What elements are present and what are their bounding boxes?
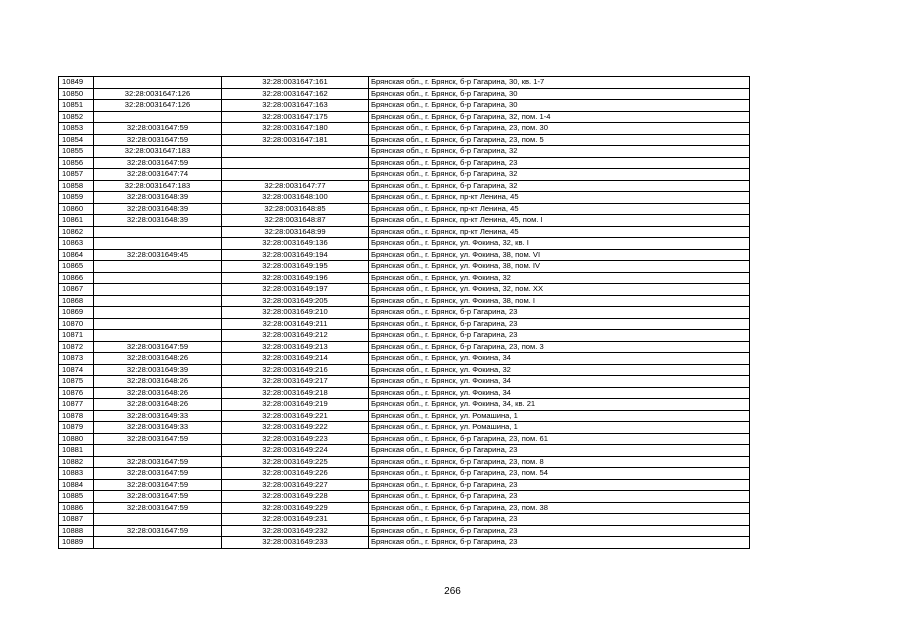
cadastral-number-cell: 32:28:0031649:226	[222, 468, 369, 480]
address-cell: Брянская обл., г. Брянск, ул. Фокина, 32	[369, 364, 750, 376]
cadastral-number-cell: 32:28:0031647:161	[222, 77, 369, 89]
row-number-cell: 10880	[59, 433, 94, 445]
address-cell: Брянская обл., г. Брянск, ул. Фокина, 34	[369, 353, 750, 365]
parcel-number-cell: 32:28:0031647:59	[94, 525, 222, 537]
address-cell: Брянская обл., г. Брянск, б-р Гагарина, 23	[369, 157, 750, 169]
table-row	[59, 341, 750, 353]
parcel-number-cell	[94, 272, 222, 284]
parcel-number-cell: 32:28:0031649:45	[94, 249, 222, 261]
table-row	[59, 146, 750, 158]
cadastral-number-cell: 32:28:0031647:162	[222, 88, 369, 100]
row-number-cell: 10854	[59, 134, 94, 146]
address-cell: Брянская обл., г. Брянск, пр-кт Ленина, 45, пом. I	[369, 215, 750, 227]
table-row	[59, 111, 750, 123]
address-cell: Брянская обл., г. Брянск, пр-кт Ленина, 45	[369, 226, 750, 238]
cadastral-number-cell: 32:28:0031649:228	[222, 491, 369, 503]
table-row	[59, 445, 750, 457]
row-number-cell: 10850	[59, 88, 94, 100]
cadastral-number-cell: 32:28:0031647:181	[222, 134, 369, 146]
address-cell: Брянская обл., г. Брянск, пр-кт Ленина, 45	[369, 203, 750, 215]
table-row	[59, 410, 750, 422]
address-cell: Брянская обл., г. Брянск, пр-кт Ленина, 45	[369, 192, 750, 204]
parcel-number-cell	[94, 514, 222, 526]
parcel-number-cell: 32:28:0031649:39	[94, 364, 222, 376]
row-number-cell: 10878	[59, 410, 94, 422]
table-row	[59, 100, 750, 112]
table-row	[59, 272, 750, 284]
cadastral-number-cell: 32:28:0031649:221	[222, 410, 369, 422]
table-row	[59, 376, 750, 388]
address-cell: Брянская обл., г. Брянск, ул. Фокина, 38, пом. VI	[369, 249, 750, 261]
cadastral-number-cell: 32:28:0031649:213	[222, 341, 369, 353]
parcel-number-cell	[94, 330, 222, 342]
address-cell: Брянская обл., г. Брянск, ул. Фокина, 38, пом. IV	[369, 261, 750, 273]
row-number-cell: 10864	[59, 249, 94, 261]
cadastral-number-cell: 32:28:0031649:225	[222, 456, 369, 468]
table-row	[59, 134, 750, 146]
table-row	[59, 479, 750, 491]
table-row	[59, 456, 750, 468]
table-row	[59, 203, 750, 215]
table-row	[59, 364, 750, 376]
table-row	[59, 353, 750, 365]
cadastral-number-cell: 32:28:0031649:224	[222, 445, 369, 457]
parcel-number-cell: 32:28:0031647:59	[94, 123, 222, 135]
row-number-cell: 10853	[59, 123, 94, 135]
cadastral-number-cell: 32:28:0031647:163	[222, 100, 369, 112]
table-row	[59, 502, 750, 514]
cadastral-number-cell: 32:28:0031648:85	[222, 203, 369, 215]
parcel-number-cell	[94, 537, 222, 549]
row-number-cell: 10869	[59, 307, 94, 319]
address-cell: Брянская обл., г. Брянск, б-р Гагарина, 23	[369, 514, 750, 526]
address-cell: Брянская обл., г. Брянск, б-р Гагарина, 30, кв. 1-7	[369, 77, 750, 89]
table-row	[59, 433, 750, 445]
parcel-number-cell	[94, 307, 222, 319]
row-number-cell: 10861	[59, 215, 94, 227]
parcel-number-cell: 32:28:0031647:126	[94, 100, 222, 112]
table-row	[59, 88, 750, 100]
cadastral-number-cell: 32:28:0031649:212	[222, 330, 369, 342]
parcel-number-cell	[94, 318, 222, 330]
address-cell: Брянская обл., г. Брянск, ул. Ромашина, 1	[369, 410, 750, 422]
cadastral-number-cell: 32:28:0031649:232	[222, 525, 369, 537]
address-cell: Брянская обл., г. Брянск, б-р Гагарина, 23, пом. 5	[369, 134, 750, 146]
parcel-number-cell	[94, 111, 222, 123]
parcel-number-cell: 32:28:0031647:59	[94, 134, 222, 146]
page-number: 266	[444, 586, 461, 597]
cadastral-number-cell: 32:28:0031649:205	[222, 295, 369, 307]
row-number-cell: 10866	[59, 272, 94, 284]
cadastral-number-cell: 32:28:0031649:219	[222, 399, 369, 411]
address-cell: Брянская обл., г. Брянск, б-р Гагарина, 23	[369, 491, 750, 503]
row-number-cell: 10885	[59, 491, 94, 503]
cadastral-number-cell	[222, 157, 369, 169]
table-row	[59, 491, 750, 503]
address-cell: Брянская обл., г. Брянск, б-р Гагарина, 30	[369, 88, 750, 100]
parcel-number-cell	[94, 226, 222, 238]
row-number-cell: 10889	[59, 537, 94, 549]
row-number-cell: 10888	[59, 525, 94, 537]
table-row	[59, 215, 750, 227]
parcel-number-cell: 32:28:0031648:39	[94, 215, 222, 227]
parcel-number-cell: 32:28:0031649:33	[94, 410, 222, 422]
table-row	[59, 525, 750, 537]
address-cell: Брянская обл., г. Брянск, ул. Фокина, 34	[369, 387, 750, 399]
row-number-cell: 10875	[59, 376, 94, 388]
row-number-cell: 10884	[59, 479, 94, 491]
registry-table-body	[59, 77, 750, 549]
parcel-number-cell: 32:28:0031647:59	[94, 157, 222, 169]
row-number-cell: 10874	[59, 364, 94, 376]
parcel-number-cell: 32:28:0031649:33	[94, 422, 222, 434]
cadastral-number-cell: 32:28:0031649:217	[222, 376, 369, 388]
parcel-number-cell	[94, 295, 222, 307]
parcel-number-cell	[94, 284, 222, 296]
parcel-number-cell: 32:28:0031648:26	[94, 353, 222, 365]
cadastral-number-cell: 32:28:0031647:175	[222, 111, 369, 123]
parcel-number-cell: 32:28:0031647:74	[94, 169, 222, 181]
table-row	[59, 307, 750, 319]
cadastral-number-cell: 32:28:0031649:227	[222, 479, 369, 491]
row-number-cell: 10863	[59, 238, 94, 250]
address-cell: Брянская обл., г. Брянск, б-р Гагарина, 23, пом. 30	[369, 123, 750, 135]
address-cell: Брянская обл., г. Брянск, ул. Фокина, 32, кв. I	[369, 238, 750, 250]
parcel-number-cell	[94, 77, 222, 89]
address-cell: Брянская обл., г. Брянск, б-р Гагарина, 32	[369, 169, 750, 181]
parcel-number-cell: 32:28:0031647:59	[94, 456, 222, 468]
address-cell: Брянская обл., г. Брянск, б-р Гагарина, 23	[369, 445, 750, 457]
address-cell: Брянская обл., г. Брянск, б-р Гагарина, 23	[369, 479, 750, 491]
table-row	[59, 238, 750, 250]
address-cell: Брянская обл., г. Брянск, б-р Гагарина, 23, пом. 38	[369, 502, 750, 514]
address-cell: Брянская обл., г. Брянск, б-р Гагарина, 23	[369, 525, 750, 537]
table-row	[59, 318, 750, 330]
address-cell: Брянская обл., г. Брянск, б-р Гагарина, 23	[369, 537, 750, 549]
parcel-number-cell: 32:28:0031648:39	[94, 203, 222, 215]
address-cell: Брянская обл., г. Брянск, ул. Фокина, 32, пом. XX	[369, 284, 750, 296]
table-row	[59, 123, 750, 135]
table-row	[59, 330, 750, 342]
cadastral-number-cell: 32:28:0031648:99	[222, 226, 369, 238]
parcel-number-cell: 32:28:0031648:26	[94, 399, 222, 411]
row-number-cell: 10873	[59, 353, 94, 365]
row-number-cell: 10865	[59, 261, 94, 273]
cadastral-number-cell: 32:28:0031649:210	[222, 307, 369, 319]
parcel-number-cell: 32:28:0031648:26	[94, 376, 222, 388]
cadastral-number-cell: 32:28:0031649:222	[222, 422, 369, 434]
table-row	[59, 422, 750, 434]
parcel-number-cell: 32:28:0031647:59	[94, 479, 222, 491]
row-number-cell: 10855	[59, 146, 94, 158]
row-number-cell: 10849	[59, 77, 94, 89]
cadastral-number-cell: 32:28:0031648:87	[222, 215, 369, 227]
cadastral-number-cell: 32:28:0031649:216	[222, 364, 369, 376]
table-row	[59, 261, 750, 273]
cadastral-number-cell: 32:28:0031649:197	[222, 284, 369, 296]
row-number-cell: 10868	[59, 295, 94, 307]
row-number-cell: 10879	[59, 422, 94, 434]
cadastral-number-cell: 32:28:0031649:223	[222, 433, 369, 445]
row-number-cell: 10856	[59, 157, 94, 169]
parcel-number-cell	[94, 261, 222, 273]
parcel-number-cell: 32:28:0031647:59	[94, 341, 222, 353]
row-number-cell: 10886	[59, 502, 94, 514]
parcel-number-cell: 32:28:0031648:39	[94, 192, 222, 204]
cadastral-number-cell: 32:28:0031649:233	[222, 537, 369, 549]
address-cell: Брянская обл., г. Брянск, б-р Гагарина, 32	[369, 146, 750, 158]
table-row	[59, 249, 750, 261]
address-cell: Брянская обл., г. Брянск, б-р Гагарина, 32, пом. 1-4	[369, 111, 750, 123]
table-row	[59, 77, 750, 89]
cadastral-number-cell	[222, 169, 369, 181]
row-number-cell: 10862	[59, 226, 94, 238]
cadastral-number-cell: 32:28:0031649:195	[222, 261, 369, 273]
parcel-number-cell: 32:28:0031647:183	[94, 180, 222, 192]
table-row	[59, 284, 750, 296]
address-cell: Брянская обл., г. Брянск, б-р Гагарина, 23	[369, 330, 750, 342]
parcel-number-cell: 32:28:0031648:26	[94, 387, 222, 399]
parcel-number-cell: 32:28:0031647:126	[94, 88, 222, 100]
table-row	[59, 468, 750, 480]
address-cell: Брянская обл., г. Брянск, б-р Гагарина, 23, пом. 54	[369, 468, 750, 480]
row-number-cell: 10883	[59, 468, 94, 480]
row-number-cell: 10851	[59, 100, 94, 112]
table-row	[59, 180, 750, 192]
cadastral-number-cell	[222, 146, 369, 158]
table-row	[59, 226, 750, 238]
cadastral-number-cell: 32:28:0031647:77	[222, 180, 369, 192]
table-row	[59, 514, 750, 526]
cadastral-number-cell: 32:28:0031649:136	[222, 238, 369, 250]
registry-table	[58, 76, 750, 549]
table-row	[59, 387, 750, 399]
cadastral-number-cell: 32:28:0031647:180	[222, 123, 369, 135]
cadastral-number-cell: 32:28:0031649:231	[222, 514, 369, 526]
table-row	[59, 399, 750, 411]
table-row	[59, 537, 750, 549]
table-row	[59, 295, 750, 307]
parcel-number-cell: 32:28:0031647:59	[94, 491, 222, 503]
parcel-number-cell	[94, 445, 222, 457]
cadastral-number-cell: 32:28:0031649:214	[222, 353, 369, 365]
address-cell: Брянская обл., г. Брянск, ул. Ромашина, 1	[369, 422, 750, 434]
row-number-cell: 10867	[59, 284, 94, 296]
parcel-number-cell: 32:28:0031647:59	[94, 502, 222, 514]
row-number-cell: 10852	[59, 111, 94, 123]
parcel-number-cell: 32:28:0031647:59	[94, 468, 222, 480]
address-cell: Брянская обл., г. Брянск, б-р Гагарина, 23, пом. 61	[369, 433, 750, 445]
table-row	[59, 169, 750, 181]
cadastral-number-cell: 32:28:0031649:211	[222, 318, 369, 330]
address-cell: Брянская обл., г. Брянск, ул. Фокина, 32	[369, 272, 750, 284]
row-number-cell: 10857	[59, 169, 94, 181]
address-cell: Брянская обл., г. Брянск, б-р Гагарина, 23	[369, 318, 750, 330]
row-number-cell: 10887	[59, 514, 94, 526]
cadastral-number-cell: 32:28:0031649:194	[222, 249, 369, 261]
row-number-cell: 10870	[59, 318, 94, 330]
row-number-cell: 10876	[59, 387, 94, 399]
row-number-cell: 10882	[59, 456, 94, 468]
address-cell: Брянская обл., г. Брянск, ул. Фокина, 38, пом. I	[369, 295, 750, 307]
row-number-cell: 10858	[59, 180, 94, 192]
address-cell: Брянская обл., г. Брянск, ул. Фокина, 34	[369, 376, 750, 388]
table-row	[59, 192, 750, 204]
parcel-number-cell: 32:28:0031647:59	[94, 433, 222, 445]
cadastral-number-cell: 32:28:0031649:229	[222, 502, 369, 514]
cadastral-number-cell: 32:28:0031649:196	[222, 272, 369, 284]
row-number-cell: 10859	[59, 192, 94, 204]
parcel-number-cell	[94, 238, 222, 250]
parcel-number-cell: 32:28:0031647:183	[94, 146, 222, 158]
row-number-cell: 10872	[59, 341, 94, 353]
address-cell: Брянская обл., г. Брянск, ул. Фокина, 34, кв. 21	[369, 399, 750, 411]
address-cell: Брянская обл., г. Брянск, б-р Гагарина, 23, пом. 8	[369, 456, 750, 468]
row-number-cell: 10881	[59, 445, 94, 457]
row-number-cell: 10860	[59, 203, 94, 215]
address-cell: Брянская обл., г. Брянск, б-р Гагарина, 32	[369, 180, 750, 192]
cadastral-number-cell: 32:28:0031649:218	[222, 387, 369, 399]
address-cell: Брянская обл., г. Брянск, б-р Гагарина, 30	[369, 100, 750, 112]
address-cell: Брянская обл., г. Брянск, б-р Гагарина, 23, пом. 3	[369, 341, 750, 353]
row-number-cell: 10877	[59, 399, 94, 411]
address-cell: Брянская обл., г. Брянск, б-р Гагарина, 23	[369, 307, 750, 319]
table-row	[59, 157, 750, 169]
row-number-cell: 10871	[59, 330, 94, 342]
cadastral-number-cell: 32:28:0031648:100	[222, 192, 369, 204]
